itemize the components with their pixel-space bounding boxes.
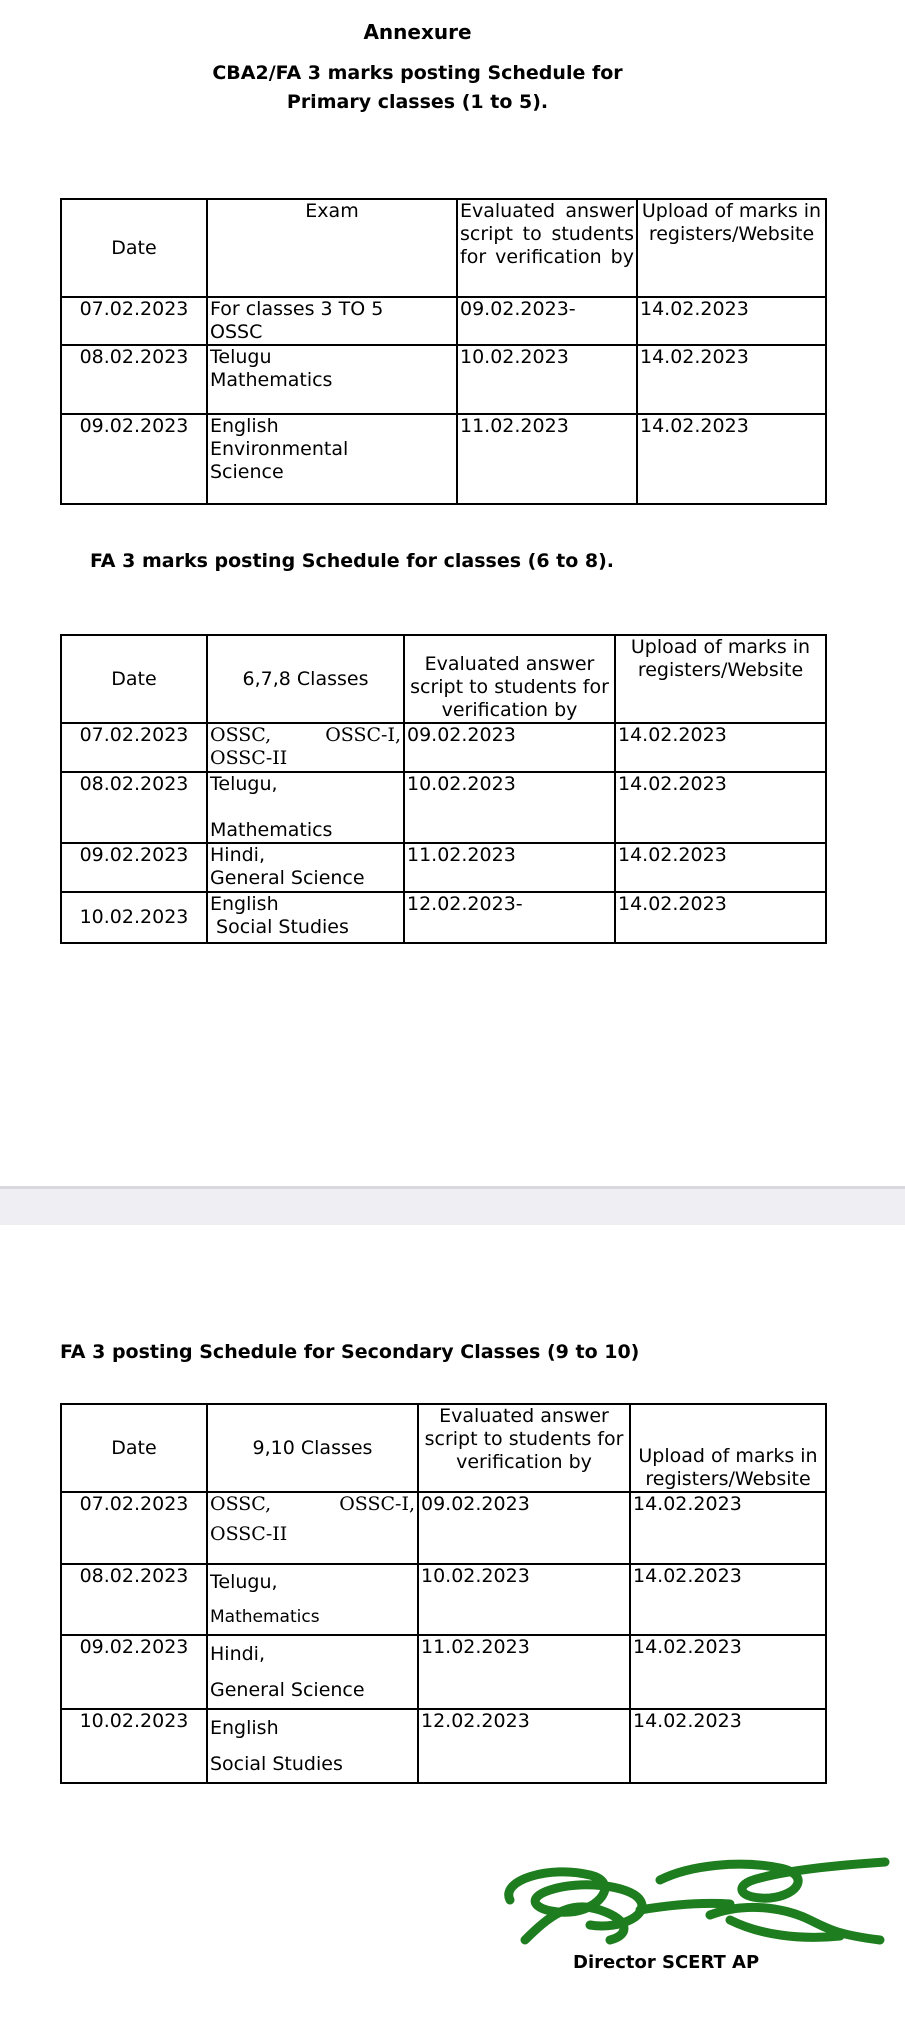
row-upload-date: 14.02.2023	[630, 1492, 826, 1564]
primary-title-line2: Primary classes (1 to 5).	[286, 91, 549, 113]
row-subjects	[207, 892, 404, 943]
header-evaluated: Evaluated answer script to students for verification by	[457, 199, 637, 297]
row-subjects	[207, 723, 404, 772]
row-subjects	[207, 1635, 418, 1709]
table-row	[61, 297, 826, 345]
secondary-schedule-table	[60, 1403, 827, 1784]
exam-line: OSSC	[210, 321, 263, 343]
subject-line: Social Studies	[210, 1753, 343, 1775]
subject-line: Telugu,	[210, 773, 278, 795]
table-row	[61, 1709, 826, 1783]
exam-line: Science	[210, 461, 284, 483]
table-header-row	[61, 199, 826, 297]
row-upload-date: 14.02.2023	[615, 892, 826, 943]
exam-line: For classes 3 TO 5	[210, 298, 384, 320]
row-upload-date: 14.02.2023	[637, 345, 826, 414]
row-eval-date: 11.02.2023	[457, 414, 637, 504]
row-exam	[207, 345, 457, 414]
subject-ossc: OSSC,	[210, 724, 272, 746]
row-date: 09.02.2023	[61, 843, 207, 892]
row-subjects	[207, 1564, 418, 1635]
table-row	[61, 892, 826, 943]
subject-line: Telugu,	[210, 1571, 278, 1593]
table-row	[61, 414, 826, 504]
row-date: 10.02.2023	[61, 1709, 207, 1783]
header-date: Date	[61, 199, 207, 297]
header-upload: Upload of marks in registers/Website	[615, 635, 826, 723]
table-row	[61, 1492, 826, 1564]
row-upload-date: 14.02.2023	[630, 1709, 826, 1783]
subject-line: General Science	[210, 1679, 365, 1701]
row-exam	[207, 297, 457, 345]
exam-line: Mathematics	[210, 369, 333, 391]
row-exam	[207, 414, 457, 504]
table-row	[61, 772, 826, 843]
signature-title: Director SCERT AP	[573, 1952, 760, 1973]
secondary-title: FA 3 posting Schedule for Secondary Classes (9 to 10)	[60, 1341, 640, 1363]
subject-ossc-i: OSSC-I,	[325, 724, 401, 746]
row-upload-date: 14.02.2023	[630, 1635, 826, 1709]
subject-line: Hindi,	[210, 1643, 265, 1665]
row-upload-date: 14.02.2023	[615, 843, 826, 892]
page-separator	[0, 1186, 905, 1225]
subject-line: General Science	[210, 867, 365, 889]
table-row	[61, 1564, 826, 1635]
row-date: 08.02.2023	[61, 772, 207, 843]
row-upload-date: 14.02.2023	[630, 1564, 826, 1635]
header-date: Date	[61, 635, 207, 723]
subject-line: Hindi,	[210, 844, 265, 866]
exam-line: Environmental	[210, 438, 349, 460]
signature-scribble	[480, 1840, 900, 1950]
row-eval-date: 09.02.2023-	[457, 297, 637, 345]
table-header-row	[61, 1404, 826, 1492]
exam-line: English	[210, 415, 279, 437]
header-upload: Upload of marks in registers/Website	[637, 199, 826, 297]
row-eval-date: 10.02.2023	[418, 1564, 630, 1635]
header-classes: 9,10 Classes	[207, 1404, 418, 1492]
header-evaluated: Evaluated answer script to students for verification by	[404, 635, 615, 723]
row-date: 08.02.2023	[61, 1564, 207, 1635]
row-date: 09.02.2023	[61, 414, 207, 504]
table-header-row	[61, 635, 826, 723]
header-exam: Exam	[207, 199, 457, 297]
row-upload-date: 14.02.2023	[637, 414, 826, 504]
subject-line: English	[210, 1717, 279, 1739]
subject-line: English	[210, 893, 279, 915]
header-upload: Upload of marks in registers/Website	[630, 1404, 826, 1492]
row-date: 07.02.2023	[61, 1492, 207, 1564]
header-classes: 6,7,8 Classes	[207, 635, 404, 723]
row-date: 07.02.2023	[61, 297, 207, 345]
row-eval-date: 10.02.2023	[404, 772, 615, 843]
subject-line: Mathematics	[210, 819, 333, 841]
row-eval-date: 10.02.2023	[457, 345, 637, 414]
row-eval-date: 12.02.2023-	[404, 892, 615, 943]
row-subjects	[207, 843, 404, 892]
table-row	[61, 723, 826, 772]
row-date: 08.02.2023	[61, 345, 207, 414]
row-date: 07.02.2023	[61, 723, 207, 772]
row-eval-date: 12.02.2023	[418, 1709, 630, 1783]
row-subjects	[207, 1492, 418, 1564]
row-subjects	[207, 1709, 418, 1783]
subject-ossc-ii: OSSC-II	[210, 1523, 288, 1545]
row-upload-date: 14.02.2023	[615, 723, 826, 772]
middle-schedule-table	[60, 634, 827, 944]
header-date: Date	[61, 1404, 207, 1492]
row-date: 10.02.2023	[61, 892, 207, 943]
primary-schedule-table	[60, 198, 827, 505]
subject-line: Mathematics	[210, 1607, 320, 1627]
row-subjects	[207, 772, 404, 843]
table-row	[61, 345, 826, 414]
row-eval-date: 09.02.2023	[418, 1492, 630, 1564]
middle-title: FA 3 marks posting Schedule for classes (6 to 8).	[90, 550, 615, 572]
row-eval-date: 11.02.2023	[418, 1635, 630, 1709]
subject-ossc-ii: OSSC-II	[210, 747, 288, 769]
subject-line: Social Studies	[216, 916, 349, 938]
row-upload-date: 14.02.2023	[615, 772, 826, 843]
row-eval-date: 11.02.2023	[404, 843, 615, 892]
annexure-heading: Annexure	[363, 20, 472, 44]
subject-ossc-i: OSSC-I,	[339, 1493, 415, 1515]
primary-title-line1: CBA2/FA 3 marks posting Schedule for	[212, 62, 623, 84]
row-date: 09.02.2023	[61, 1635, 207, 1709]
subject-ossc: OSSC,	[210, 1493, 272, 1515]
row-eval-date: 09.02.2023	[404, 723, 615, 772]
header-evaluated: Evaluated answer script to students for verification by	[418, 1404, 630, 1492]
table-row	[61, 843, 826, 892]
table-row	[61, 1635, 826, 1709]
row-upload-date: 14.02.2023	[637, 297, 826, 345]
exam-line: Telugu	[210, 346, 272, 368]
